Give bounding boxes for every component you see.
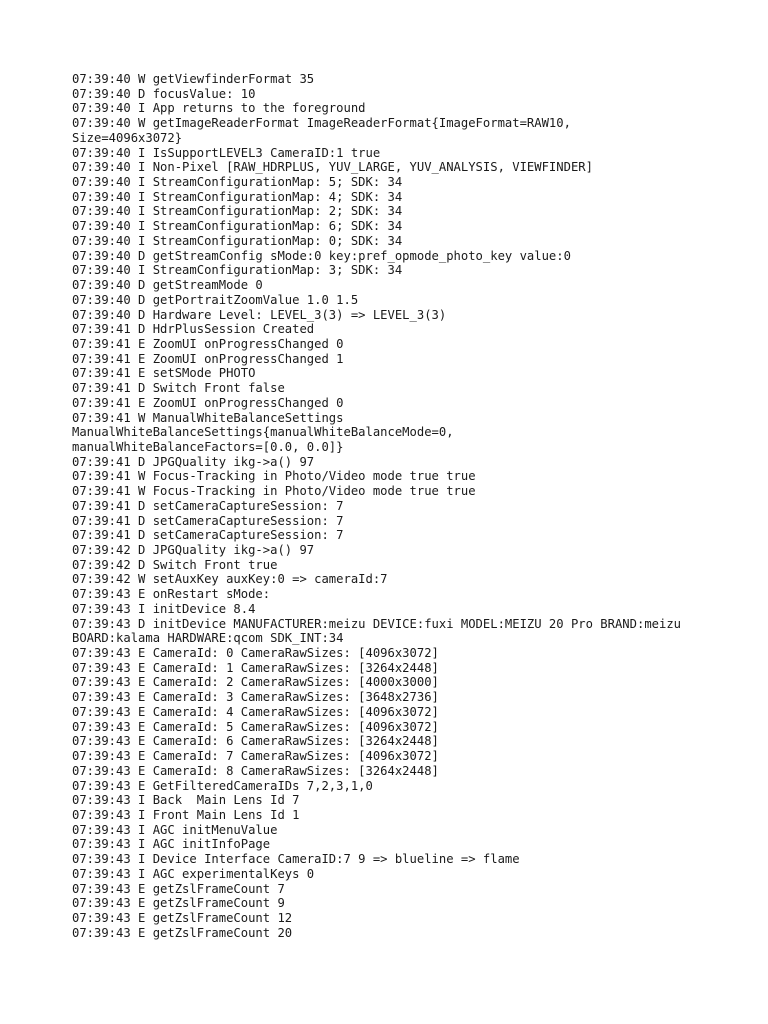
log-line: 07:39:42 D JPGQuality ikg->a() 97 — [72, 543, 315, 557]
log-line: 07:39:41 E ZoomUI onProgressChanged 0 — [72, 395, 344, 410]
log-line: 07:39:43 E CameraId: 2 CameraRawSizes: [4000x3000] — [72, 675, 439, 690]
log-line: ManualWhiteBalanceSettings{manualWhiteBalanceMode=0, — [72, 425, 454, 440]
log-line: 07:39:42 W setAuxKey auxKey:0 => cameraId:7 — [72, 572, 388, 587]
log-line: 07:39:43 E getZslFrameCount 20 — [72, 925, 293, 940]
log-line: BOARD:kalama HARDWARE:qcom SDK_INT:34 — [72, 631, 344, 646]
log-line: 07:39:43 I AGC experimentalKeys 0 — [72, 866, 315, 881]
log-line: 07:39:40 I StreamConfigurationMap: 5; SDK: 34 — [72, 175, 403, 190]
log-line: 07:39:40 W getImageReaderFormat ImageReaderFormat{ImageFormat=RAW10, — [72, 116, 571, 131]
log-line: 07:39:43 E CameraId: 8 CameraRawSizes: [3264x2448] — [72, 763, 439, 778]
log-line: 07:39:43 E CameraId: 1 CameraRawSizes: [3264x2448] — [72, 660, 439, 675]
log-line: 07:39:43 E getZslFrameCount 12 — [72, 910, 293, 925]
log-line: 07:39:40 I StreamConfigurationMap: 3; SDK: 34 — [72, 263, 403, 278]
log-line: 07:39:40 D Hardware Level: LEVEL_3(3) => LEVEL_3(3) — [72, 307, 447, 322]
log-line: 07:39:43 I Back Main Lens Id 7 — [72, 793, 300, 808]
log-document — [72, 72, 712, 940]
log-line: 07:39:43 E CameraId: 0 CameraRawSizes: [4096x3072] — [72, 646, 439, 661]
log-line: 07:39:40 I Non-Pixel [RAW_HDRPLUS, YUV_LARGE, YUV_ANALYSIS, VIEWFINDER] — [72, 160, 593, 175]
log-line: 07:39:43 I Device Interface CameraID:7 9 => blueline => flame — [72, 852, 520, 867]
log-line: 07:39:43 D initDevice MANUFACTURER:meizu DEVICE:fuxi MODEL:MEIZU 20 Pro BRAND:meizu — [72, 616, 682, 631]
log-line: 07:39:43 E CameraId: 5 CameraRawSizes: [4096x3072] — [72, 719, 439, 734]
log-line: 07:39:41 D setCameraCaptureSession: 7 — [72, 528, 344, 543]
log-line: 07:39:40 I StreamConfigurationMap: 0; SDK: 34 — [72, 233, 403, 248]
log-line: 07:39:41 W ManualWhiteBalanceSettings — [72, 410, 344, 425]
log-line: 07:39:40 D focusValue: 10 — [72, 86, 256, 101]
log-line: 07:39:41 E ZoomUI onProgressChanged 0 — [72, 336, 344, 351]
log-line: 07:39:40 D getPortraitZoomValue 1.0 1.5 — [72, 292, 359, 307]
log-line: 07:39:40 I App returns to the foreground — [72, 101, 366, 116]
log-line: 07:39:43 I initDevice 8.4 — [72, 601, 256, 616]
log-line: 07:39:43 E CameraId: 3 CameraRawSizes: [3648x2736] — [72, 690, 439, 705]
log-line: 07:39:41 W Focus-Tracking in Photo/Video mode true true — [72, 484, 476, 499]
log-line: 07:39:40 D getStreamConfig sMode:0 key:pref_opmode_photo_key value:0 — [72, 248, 571, 263]
log-line: 07:39:41 W Focus-Tracking in Photo/Video mode true true — [72, 469, 476, 484]
log-line: 07:39:41 E ZoomUI onProgressChanged 1 — [72, 351, 344, 366]
log-line: 07:39:43 E GetFilteredCameraIDs 7,2,3,1,0 — [72, 778, 373, 793]
log-line: 07:39:41 D HdrPlusSession Created — [72, 322, 315, 337]
log-line: 07:39:43 E CameraId: 4 CameraRawSizes: [4096x3072] — [72, 704, 439, 719]
log-line: 07:39:43 E CameraId: 7 CameraRawSizes: [4096x3072] — [72, 749, 439, 764]
log-line: Size=4096x3072} — [72, 130, 183, 145]
log-line: 07:39:43 E CameraId: 6 CameraRawSizes: [3264x2448] — [72, 734, 439, 749]
log-line: 07:39:41 E setSMode PHOTO — [72, 366, 256, 381]
log-line: 07:39:40 I StreamConfigurationMap: 4; SDK: 34 — [72, 189, 403, 204]
log-line: 07:39:43 E getZslFrameCount 7 — [72, 881, 285, 896]
log-line: 07:39:41 D JPGQuality ikg->a() 97 — [72, 454, 315, 469]
log-line: 07:39:43 I AGC initInfoPage — [72, 837, 271, 852]
log-line: 07:39:40 I StreamConfigurationMap: 6; SDK: 34 — [72, 219, 403, 234]
log-line: 07:39:41 D setCameraCaptureSession: 7 — [72, 498, 344, 513]
log-line: 07:39:43 E onRestart sMode: — [72, 587, 271, 602]
log-line: 07:39:41 D setCameraCaptureSession: 7 — [72, 513, 344, 528]
log-line: 07:39:40 D getStreamMode 0 — [72, 278, 263, 293]
log-line: 07:39:40 I StreamConfigurationMap: 2; SDK: 34 — [72, 204, 403, 219]
log-line: manualWhiteBalanceFactors=[0.0, 0.0]} — [72, 439, 344, 454]
log-line: 07:39:43 E getZslFrameCount 9 — [72, 896, 285, 911]
log-line: 07:39:43 I AGC initMenuValue — [72, 822, 278, 837]
log-line: 07:39:40 W getViewfinderFormat 35 — [72, 72, 315, 86]
log-line: 07:39:40 I IsSupportLEVEL3 CameraID:1 true — [72, 145, 381, 160]
log-line: 07:39:41 D Switch Front false — [72, 381, 285, 396]
log-line: 07:39:42 D Switch Front true — [72, 557, 278, 572]
log-line: 07:39:43 I Front Main Lens Id 1 — [72, 807, 300, 822]
